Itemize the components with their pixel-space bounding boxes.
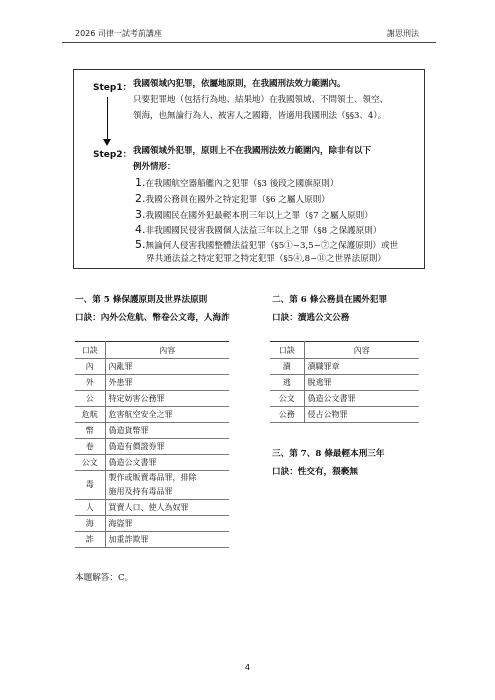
cell-content: 海盜罪 bbox=[105, 516, 229, 532]
case-number: 4. bbox=[135, 223, 146, 236]
cell-key: 公 bbox=[75, 391, 105, 407]
column-header: 內容 bbox=[105, 342, 229, 359]
section2-table bbox=[270, 341, 419, 423]
table-row bbox=[75, 359, 229, 375]
section1-mnemonic: 口訣：內外公危航、幣卷公文毒，人海詐 bbox=[75, 313, 230, 323]
table-row bbox=[75, 407, 229, 423]
cell-content: 脫逃罪 bbox=[304, 375, 419, 391]
cell-key: 卷 bbox=[75, 439, 105, 455]
table-row bbox=[270, 375, 419, 391]
cell-content: 瀆職罪章 bbox=[304, 359, 419, 375]
step1-line-1: 只要犯罪地（包括行為地、結果地）在我國領域、不問領土、領空、 bbox=[133, 95, 389, 105]
table-row bbox=[270, 359, 419, 375]
cell-key: 人 bbox=[75, 500, 105, 516]
cell-content: 侵占公物罪 bbox=[304, 407, 419, 423]
column-header: 口訣 bbox=[75, 342, 105, 359]
cell-content: 偽造貨幣罪 bbox=[105, 423, 229, 439]
header-right: 謝思刑法 bbox=[387, 29, 419, 38]
header-left: 2026 司律一試考前講座 bbox=[75, 29, 162, 38]
page-number: 4 bbox=[244, 663, 251, 672]
step1-line-2: 領海，也無論行為人、被害人之國籍，皆適用我國刑法（§§3、4）。 bbox=[133, 111, 387, 121]
case-text: 我國國民在國外犯最輕本刑三年以上之罪（§7 之屬人原則） bbox=[145, 211, 373, 221]
cell-key: 公文 bbox=[75, 455, 105, 471]
cell-key: 逃 bbox=[270, 375, 304, 391]
case-number: 2. bbox=[135, 192, 146, 205]
case-item bbox=[135, 175, 338, 192]
section2-mnemonic: 口訣：瀆逃公文公務 bbox=[272, 313, 350, 323]
table-header-row bbox=[75, 342, 229, 359]
cell-key: 海 bbox=[75, 516, 105, 532]
answer-text: 本題解答：C。 bbox=[75, 573, 134, 583]
table-row bbox=[270, 391, 419, 407]
case-text: 界共通法益之特定犯罪之特定犯罪（§5④,8~⑪之世界法原則） bbox=[146, 254, 387, 264]
case-text: 無論何人侵害我國整體法益犯罪（§5①~3,5~⑦之保護原則）或世 bbox=[145, 241, 399, 251]
section2-title: 二、第 6 條公務員在國外犯罪 bbox=[272, 295, 388, 305]
cell-content-line: 製作或販賣毒品罪，排除 bbox=[108, 473, 197, 482]
case-number: 3. bbox=[135, 208, 146, 221]
cell-key: 內 bbox=[75, 359, 105, 375]
column-header: 口訣 bbox=[270, 342, 304, 359]
table-row bbox=[75, 516, 229, 532]
section3-title: 三、第 7、8 條最輕本刑三年 bbox=[272, 449, 385, 459]
step2-title-line-1: 我國領域外犯罪，原則上不在我國刑法效力範圍內，除非有以下 bbox=[133, 146, 372, 156]
cell-key: 外 bbox=[75, 375, 105, 391]
cell-content: 外患罪 bbox=[105, 375, 229, 391]
case-number: 1. bbox=[135, 176, 146, 189]
down-arrow-icon bbox=[103, 139, 111, 146]
cell-content-line: 施用及持有毒品罪 bbox=[108, 487, 173, 496]
cell-key: 毒 bbox=[75, 471, 105, 500]
cell-key: 危航 bbox=[75, 407, 105, 423]
table-row bbox=[75, 455, 229, 471]
table-row bbox=[75, 439, 229, 455]
cell-content: 買賣人口、使人為奴罪 bbox=[105, 500, 229, 516]
step2-title-line-2: 例外情形： bbox=[133, 162, 176, 172]
cell-content: 加重詐欺罪 bbox=[105, 532, 229, 548]
case-text: 我國公務員在國外之特定犯罪（§6 之屬人原則） bbox=[145, 195, 330, 205]
table-row bbox=[75, 375, 229, 391]
step-arrow-line bbox=[107, 97, 108, 141]
table-row bbox=[75, 471, 229, 500]
case-text: 在我國航空器船艦內之犯罪（§3 後段之國旗原則） bbox=[145, 179, 339, 189]
header-rule bbox=[62, 42, 436, 43]
table-row bbox=[75, 423, 229, 439]
cell-key: 公文 bbox=[270, 391, 304, 407]
case-item bbox=[135, 191, 330, 208]
step2-label: Step2： bbox=[93, 150, 132, 160]
cell-key: 詐 bbox=[75, 532, 105, 548]
cell-content: 偽造公文書罪 bbox=[304, 391, 419, 407]
step1-label: Step1： bbox=[93, 83, 132, 93]
cell-content: 偽造公文書罪 bbox=[105, 455, 229, 471]
cell-key: 幣 bbox=[75, 423, 105, 439]
case-item bbox=[146, 252, 386, 267]
cell-content: 偽造有價證券罪 bbox=[105, 439, 229, 455]
table-row bbox=[75, 391, 229, 407]
case-number: 5. bbox=[135, 238, 146, 251]
cell-content: 危害航空安全之罪 bbox=[105, 407, 229, 423]
case-text: 非我國國民侵害我國個人法益三年以上之罪（§8 之保護原則） bbox=[145, 226, 382, 236]
table-row bbox=[75, 500, 229, 516]
column-header: 內容 bbox=[304, 342, 419, 359]
table-header-row bbox=[270, 342, 419, 359]
section1-title: 一、第 5 條保護原則及世界法原則 bbox=[75, 295, 208, 305]
section3-mnemonic: 口訣：性交有，猥褻無 bbox=[272, 467, 358, 477]
section1-table bbox=[75, 341, 229, 548]
table-row bbox=[75, 532, 229, 548]
cell-key: 瀆 bbox=[270, 359, 304, 375]
cell-key: 公務 bbox=[270, 407, 304, 423]
table-row bbox=[270, 407, 419, 423]
cell-content: 特定妨害公務罪 bbox=[105, 391, 229, 407]
cell-content: 內亂罪 bbox=[105, 359, 229, 375]
step1-title: 我國領域內犯罪，依屬地原則，在我國刑法效力範圍內。 bbox=[133, 79, 346, 89]
cell-content bbox=[105, 471, 229, 500]
